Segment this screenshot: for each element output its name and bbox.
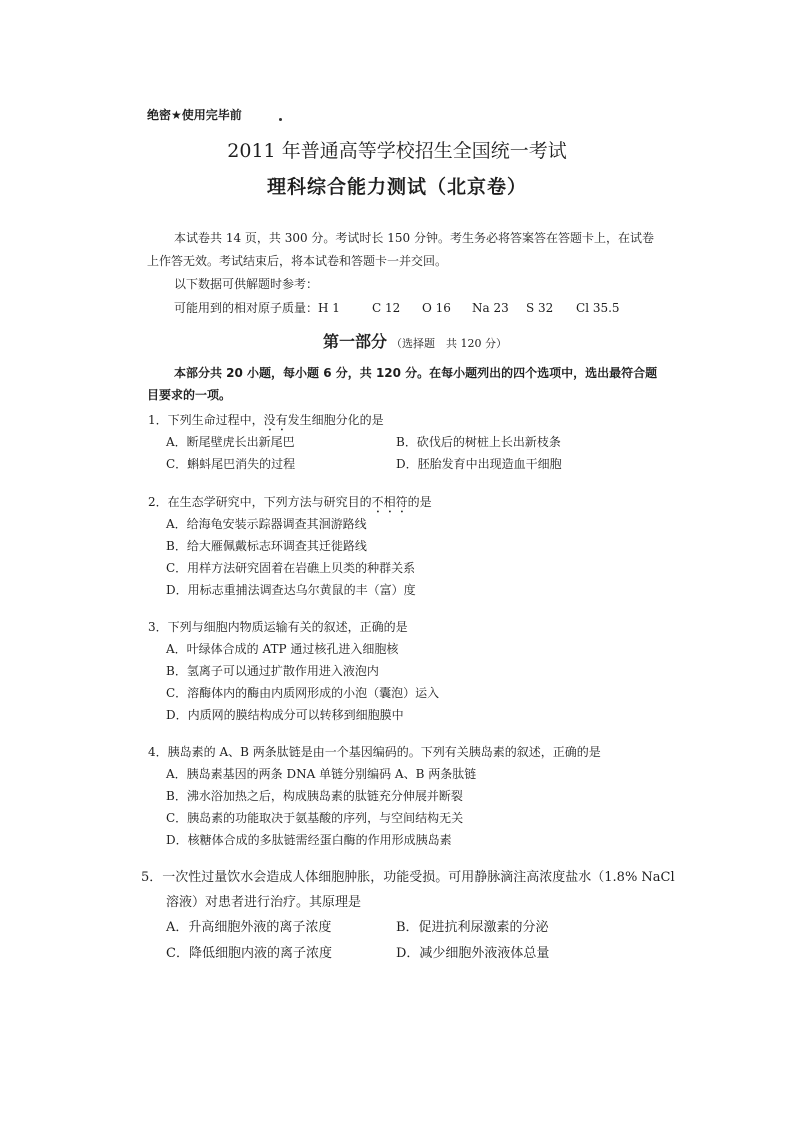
question-1-option-c: C．蝌蚪尾巴消失的过程 [166, 457, 296, 471]
intro-line-3: 以下数据可供解题时参考： [174, 277, 319, 291]
question-5-stem-continued: 溶液）对患者进行治疗。其原理是 [166, 895, 362, 910]
question-5-option-a: A．升高细胞外液的离子浓度 [166, 920, 332, 935]
question-4-option-c: C．胰岛素的功能取决于氨基酸的序列，与空间结构无关 [166, 811, 464, 825]
question-4-option-d: D．核糖体合成的多肽链需经蛋白酶的作用形成胰岛素 [166, 833, 452, 847]
mass-h: H 1 [318, 301, 340, 315]
mass-na: Na 23 [472, 301, 509, 315]
part-one-intro-1: 本部分共 20 小题，每小题 6 分，共 120 分。在每小题列出的四个选项中，选出最符合题 [174, 366, 658, 380]
intro-line-2: 上作答无效。考试结束后，将本试卷和答题卡一并交回。 [147, 254, 448, 268]
question-1-stem [148, 411, 384, 434]
atomic-masses [174, 299, 620, 316]
question-3-option-c: C．溶酶体内的酶由内质网形成的小泡（囊泡）运入 [166, 686, 440, 700]
question-3-option-d: D．内质网的膜结构成分可以转移到细胞膜中 [166, 708, 404, 722]
mass-o: O 16 [422, 301, 451, 315]
exam-subtitle: 理科综合能力测试（北京卷） [266, 176, 527, 198]
stem-emphasis: 不相符 [371, 495, 408, 509]
question-5-stem: 5．一次性过量饮水会造成人体细胞肿胀，功能受损。可用静脉滴注高浓度盐水（1.8% NaCl [141, 870, 675, 885]
intro-line-1: 本试卷共 14 页，共 300 分。考试时长 150 分钟。考生务必将答案答在答题卡上，在试卷 [174, 231, 654, 245]
stem-text: 1．下列生命过程中， [148, 413, 264, 427]
stem-text: 2．在生态学研究中，下列方法与研究目的 [148, 495, 372, 509]
question-2-option-c: C．用样方法研究固着在岩礁上贝类的种群关系 [166, 561, 416, 575]
question-5-option-c: C．降低细胞内液的离子浓度 [166, 946, 332, 961]
question-2-option-b: B．给大雁佩戴标志环调查其迁徙路线 [166, 539, 367, 553]
mass-cl: Cl 35.5 [576, 301, 620, 315]
stem-emphasis: 没有 [263, 413, 288, 427]
question-3-option-a: A．叶绿体合成的 ATP 通过核孔进入细胞核 [166, 642, 399, 656]
question-4-option-b: B．沸水浴加热之后，构成胰岛素的肽链充分伸展并断裂 [166, 789, 463, 803]
question-2-option-d: D．用标志重捕法调查达乌尔黄鼠的丰（富）度 [166, 583, 416, 597]
confidential-label: 绝密★使用完毕前 [147, 108, 242, 122]
question-1-option-d: D．胚胎发育中出现造血干细胞 [396, 457, 562, 471]
part-one-heading [323, 329, 507, 352]
question-1-option-b: B．砍伐后的树桩上长出新枝条 [396, 435, 561, 449]
atomic-masses-label: 可能用到的相对原子质量： [174, 301, 319, 315]
question-4-stem: 4．胰岛素的 A、B 两条肽链是由一个基因编码的。下列有关胰岛素的叙述，正确的是 [148, 745, 601, 759]
question-3-stem: 3．下列与细胞内物质运输有关的叙述，正确的是 [148, 620, 408, 634]
question-1-option-a: A．断尾壁虎长出新尾巴 [166, 435, 295, 449]
part-one-title: 第一部分 [323, 332, 388, 351]
question-4-option-a: A．胰岛素基因的两条 DNA 单链分别编码 A、B 两条肽链 [166, 767, 477, 781]
question-5-option-b: B．促进抗利尿激素的分泌 [396, 920, 549, 935]
exam-title: 2011 年普通高等学校招生全国统一考试 [227, 140, 567, 162]
question-2-option-a: A．给海龟安装示踪器调查其洄游路线 [166, 517, 367, 531]
part-one-intro-2: 目要求的一项。 [147, 388, 232, 402]
question-2-stem [148, 493, 432, 516]
mass-s: S 32 [526, 301, 554, 315]
mass-c: C 12 [372, 301, 401, 315]
question-5-option-d: D．减少细胞外液液体总量 [396, 946, 550, 961]
scan-speck [279, 118, 282, 121]
stem-text: 的是 [407, 495, 432, 509]
part-one-note: （选择题 共 120 分） [391, 337, 508, 350]
stem-text: 发生细胞分化的是 [287, 413, 384, 427]
question-3-option-b: B．氢离子可以通过扩散作用进入液泡内 [166, 664, 379, 678]
